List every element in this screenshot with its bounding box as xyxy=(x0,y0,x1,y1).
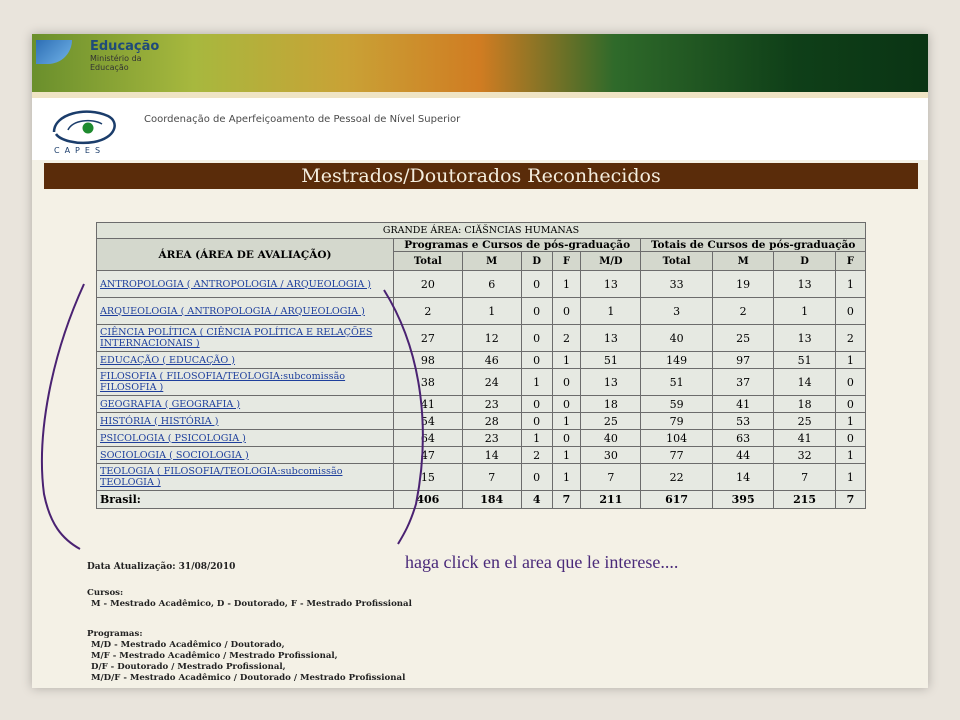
table-row xyxy=(97,325,866,352)
value-cell: 149 xyxy=(641,352,713,369)
value-cell: 51 xyxy=(774,352,835,369)
value-cell: 7 xyxy=(462,464,521,491)
area-link[interactable]: ARQUEOLOGIA ( ANTROPOLOGIA / ARQUEOLOGIA ) xyxy=(100,305,365,317)
table-row xyxy=(97,413,866,430)
value-cell: 27 xyxy=(394,325,463,352)
table-row xyxy=(97,298,866,325)
value-cell: 77 xyxy=(641,447,713,464)
value-cell: 0 xyxy=(521,413,552,430)
value-cell: 59 xyxy=(641,396,713,413)
programas-line: M/D - Mestrado Acadêmico / Doutorado, xyxy=(91,640,285,650)
value-cell: 13 xyxy=(581,325,641,352)
page-title: Mestrados/Doutorados Reconhecidos xyxy=(44,163,918,189)
programs-group-header: Programas e Cursos de pós-graduação xyxy=(394,239,641,252)
capes-header xyxy=(32,98,928,160)
value-cell: 15 xyxy=(394,464,463,491)
value-cell: 1 xyxy=(835,464,865,491)
cursos-title: Cursos: xyxy=(87,588,124,598)
area-link[interactable]: HISTÓRIA ( HISTÓRIA ) xyxy=(100,415,219,427)
area-link[interactable]: CIÊNCIA POLÍTICA ( CIÊNCIA POLÍTICA E RELAÇÕES INTERNACIONAIS ) xyxy=(100,327,373,349)
area-cell xyxy=(97,298,394,325)
value-cell: 40 xyxy=(641,325,713,352)
total-value-cell: 617 xyxy=(641,491,713,509)
globe-icon xyxy=(36,40,72,64)
programas-line: M/D/F - Mestrado Acadêmico / Doutorado / Mestrado Profissional xyxy=(91,673,406,683)
value-cell: 25 xyxy=(581,413,641,430)
area-link[interactable]: TEOLOGIA ( FILOSOFIA/TEOLOGIA:subcomissão TEOLOGIA ) xyxy=(100,466,343,488)
value-cell: 0 xyxy=(552,396,581,413)
programas-line: M/F - Mestrado Acadêmico / Mestrado Profissional, xyxy=(91,651,338,661)
value-cell: 1 xyxy=(835,413,865,430)
total-value-cell: 406 xyxy=(394,491,463,509)
value-cell: 14 xyxy=(462,447,521,464)
value-cell: 13 xyxy=(581,369,641,396)
value-cell: 25 xyxy=(774,413,835,430)
value-cell: 63 xyxy=(712,430,773,447)
value-cell: 0 xyxy=(552,430,581,447)
value-cell: 24 xyxy=(462,369,521,396)
table-row xyxy=(97,396,866,413)
annotation-text: haga click en el area que le interese.... xyxy=(405,552,679,572)
value-cell: 13 xyxy=(774,271,835,298)
value-cell: 14 xyxy=(774,369,835,396)
value-cell: 1 xyxy=(835,447,865,464)
value-cell: 2 xyxy=(394,298,463,325)
value-cell: 0 xyxy=(835,396,865,413)
total-value-cell: 395 xyxy=(712,491,773,509)
area-cell xyxy=(97,396,394,413)
value-cell: 1 xyxy=(835,271,865,298)
gov-title: Educação xyxy=(90,39,160,54)
value-cell: 33 xyxy=(641,271,713,298)
value-cell: 0 xyxy=(835,430,865,447)
value-cell: 104 xyxy=(641,430,713,447)
value-cell: 0 xyxy=(521,271,552,298)
total-value-cell: 215 xyxy=(774,491,835,509)
column-header: M xyxy=(462,252,521,271)
value-cell: 19 xyxy=(712,271,773,298)
programas-line: D/F - Doutorado / Mestrado Profissional, xyxy=(91,662,286,672)
total-value-cell: 4 xyxy=(521,491,552,509)
table-row xyxy=(97,464,866,491)
value-cell: 51 xyxy=(641,369,713,396)
value-cell: 0 xyxy=(552,298,581,325)
area-link[interactable]: GEOGRAFIA ( GEOGRAFIA ) xyxy=(100,398,241,410)
cursos-legend xyxy=(87,588,412,610)
value-cell: 13 xyxy=(581,271,641,298)
value-cell: 0 xyxy=(521,464,552,491)
value-cell: 1 xyxy=(552,413,581,430)
value-cell: 53 xyxy=(712,413,773,430)
totals-group-header: Totais de Cursos de pós-graduação xyxy=(641,239,866,252)
value-cell: 0 xyxy=(521,325,552,352)
column-header: D xyxy=(521,252,552,271)
value-cell: 44 xyxy=(712,447,773,464)
value-cell: 54 xyxy=(394,413,463,430)
value-cell: 28 xyxy=(462,413,521,430)
area-cell xyxy=(97,430,394,447)
value-cell: 20 xyxy=(394,271,463,298)
value-cell: 0 xyxy=(521,396,552,413)
capes-acronym: CAPES xyxy=(54,146,106,155)
column-header: D xyxy=(774,252,835,271)
value-cell: 0 xyxy=(835,298,865,325)
courses-table xyxy=(96,222,866,509)
table-row xyxy=(97,369,866,396)
table-row xyxy=(97,271,866,298)
area-link[interactable]: PSICOLOGIA ( PSICOLOGIA ) xyxy=(100,432,246,444)
value-cell: 23 xyxy=(462,430,521,447)
value-cell: 1 xyxy=(774,298,835,325)
column-header: M/D xyxy=(581,252,641,271)
area-cell xyxy=(97,464,394,491)
value-cell: 41 xyxy=(712,396,773,413)
column-header: Total xyxy=(394,252,463,271)
grande-area-header: GRANDE ÁREA: CIĂŠNCIAS HUMANAS xyxy=(97,223,866,239)
update-date: Data Atualização: 31/08/2010 xyxy=(87,562,236,572)
value-cell: 0 xyxy=(552,369,581,396)
total-value-cell: 7 xyxy=(835,491,865,509)
value-cell: 18 xyxy=(774,396,835,413)
value-cell: 14 xyxy=(712,464,773,491)
value-cell: 25 xyxy=(712,325,773,352)
area-cell xyxy=(97,271,394,298)
total-value-cell: 211 xyxy=(581,491,641,509)
value-cell: 41 xyxy=(394,396,463,413)
area-column-header: ÁREA (ÁREA DE AVALIAÇÃO) xyxy=(97,239,394,271)
value-cell: 6 xyxy=(462,271,521,298)
total-value-cell: 7 xyxy=(552,491,581,509)
area-link[interactable]: EDUCAÇÃO ( EDUCAÇÃO ) xyxy=(100,354,236,366)
area-cell xyxy=(97,369,394,396)
value-cell: 46 xyxy=(462,352,521,369)
value-cell: 1 xyxy=(552,271,581,298)
value-cell: 98 xyxy=(394,352,463,369)
table-row xyxy=(97,430,866,447)
value-cell: 1 xyxy=(552,447,581,464)
value-cell: 37 xyxy=(712,369,773,396)
value-cell: 13 xyxy=(774,325,835,352)
column-header: Total xyxy=(641,252,713,271)
total-value-cell: 184 xyxy=(462,491,521,509)
value-cell: 1 xyxy=(462,298,521,325)
screenshot-frame xyxy=(32,34,928,688)
cursos-text: M - Mestrado Acadêmico, D - Doutorado, F - Mestrado Profissional xyxy=(91,599,412,609)
value-cell: 22 xyxy=(641,464,713,491)
table-row xyxy=(97,352,866,369)
value-cell: 7 xyxy=(774,464,835,491)
programas-title: Programas: xyxy=(87,629,143,639)
table-row xyxy=(97,447,866,464)
value-cell: 40 xyxy=(581,430,641,447)
value-cell: 18 xyxy=(581,396,641,413)
programas-legend xyxy=(87,629,405,684)
value-cell: 7 xyxy=(581,464,641,491)
total-row xyxy=(97,491,866,509)
value-cell: 1 xyxy=(521,430,552,447)
total-label: Brasil: xyxy=(97,491,394,509)
value-cell: 2 xyxy=(835,325,865,352)
value-cell: 3 xyxy=(641,298,713,325)
area-cell xyxy=(97,447,394,464)
value-cell: 0 xyxy=(521,298,552,325)
area-cell xyxy=(97,352,394,369)
value-cell: 30 xyxy=(581,447,641,464)
value-cell: 97 xyxy=(712,352,773,369)
value-cell: 1 xyxy=(521,369,552,396)
area-cell xyxy=(97,325,394,352)
value-cell: 2 xyxy=(552,325,581,352)
area-cell xyxy=(97,413,394,430)
area-link[interactable]: FILOSOFIA ( FILOSOFIA/TEOLOGIA:subcomissão FILOSOFIA ) xyxy=(100,371,346,393)
column-header: F xyxy=(552,252,581,271)
capes-logo-icon[interactable] xyxy=(46,106,122,146)
value-cell: 47 xyxy=(394,447,463,464)
gov-banner xyxy=(32,34,928,92)
area-link[interactable]: ANTROPOLOGIA ( ANTROPOLOGIA / ARQUEOLOGIA ) xyxy=(100,278,372,290)
value-cell: 1 xyxy=(552,464,581,491)
value-cell: 51 xyxy=(581,352,641,369)
capes-full-name: Coordenação de Aperfeiçoamento de Pessoal de Nível Superior xyxy=(144,114,461,125)
gov-subtitle: Ministério da Educação xyxy=(90,54,142,72)
value-cell: 23 xyxy=(462,396,521,413)
value-cell: 64 xyxy=(394,430,463,447)
value-cell: 1 xyxy=(581,298,641,325)
value-cell: 1 xyxy=(835,352,865,369)
value-cell: 0 xyxy=(521,352,552,369)
value-cell: 79 xyxy=(641,413,713,430)
value-cell: 2 xyxy=(521,447,552,464)
value-cell: 38 xyxy=(394,369,463,396)
value-cell: 12 xyxy=(462,325,521,352)
gov-logo[interactable] xyxy=(32,36,172,72)
column-header: F xyxy=(835,252,865,271)
value-cell: 2 xyxy=(712,298,773,325)
area-link[interactable]: SOCIOLOGIA ( SOCIOLOGIA ) xyxy=(100,449,249,461)
column-header: M xyxy=(712,252,773,271)
value-cell: 41 xyxy=(774,430,835,447)
value-cell: 32 xyxy=(774,447,835,464)
value-cell: 0 xyxy=(835,369,865,396)
value-cell: 1 xyxy=(552,352,581,369)
